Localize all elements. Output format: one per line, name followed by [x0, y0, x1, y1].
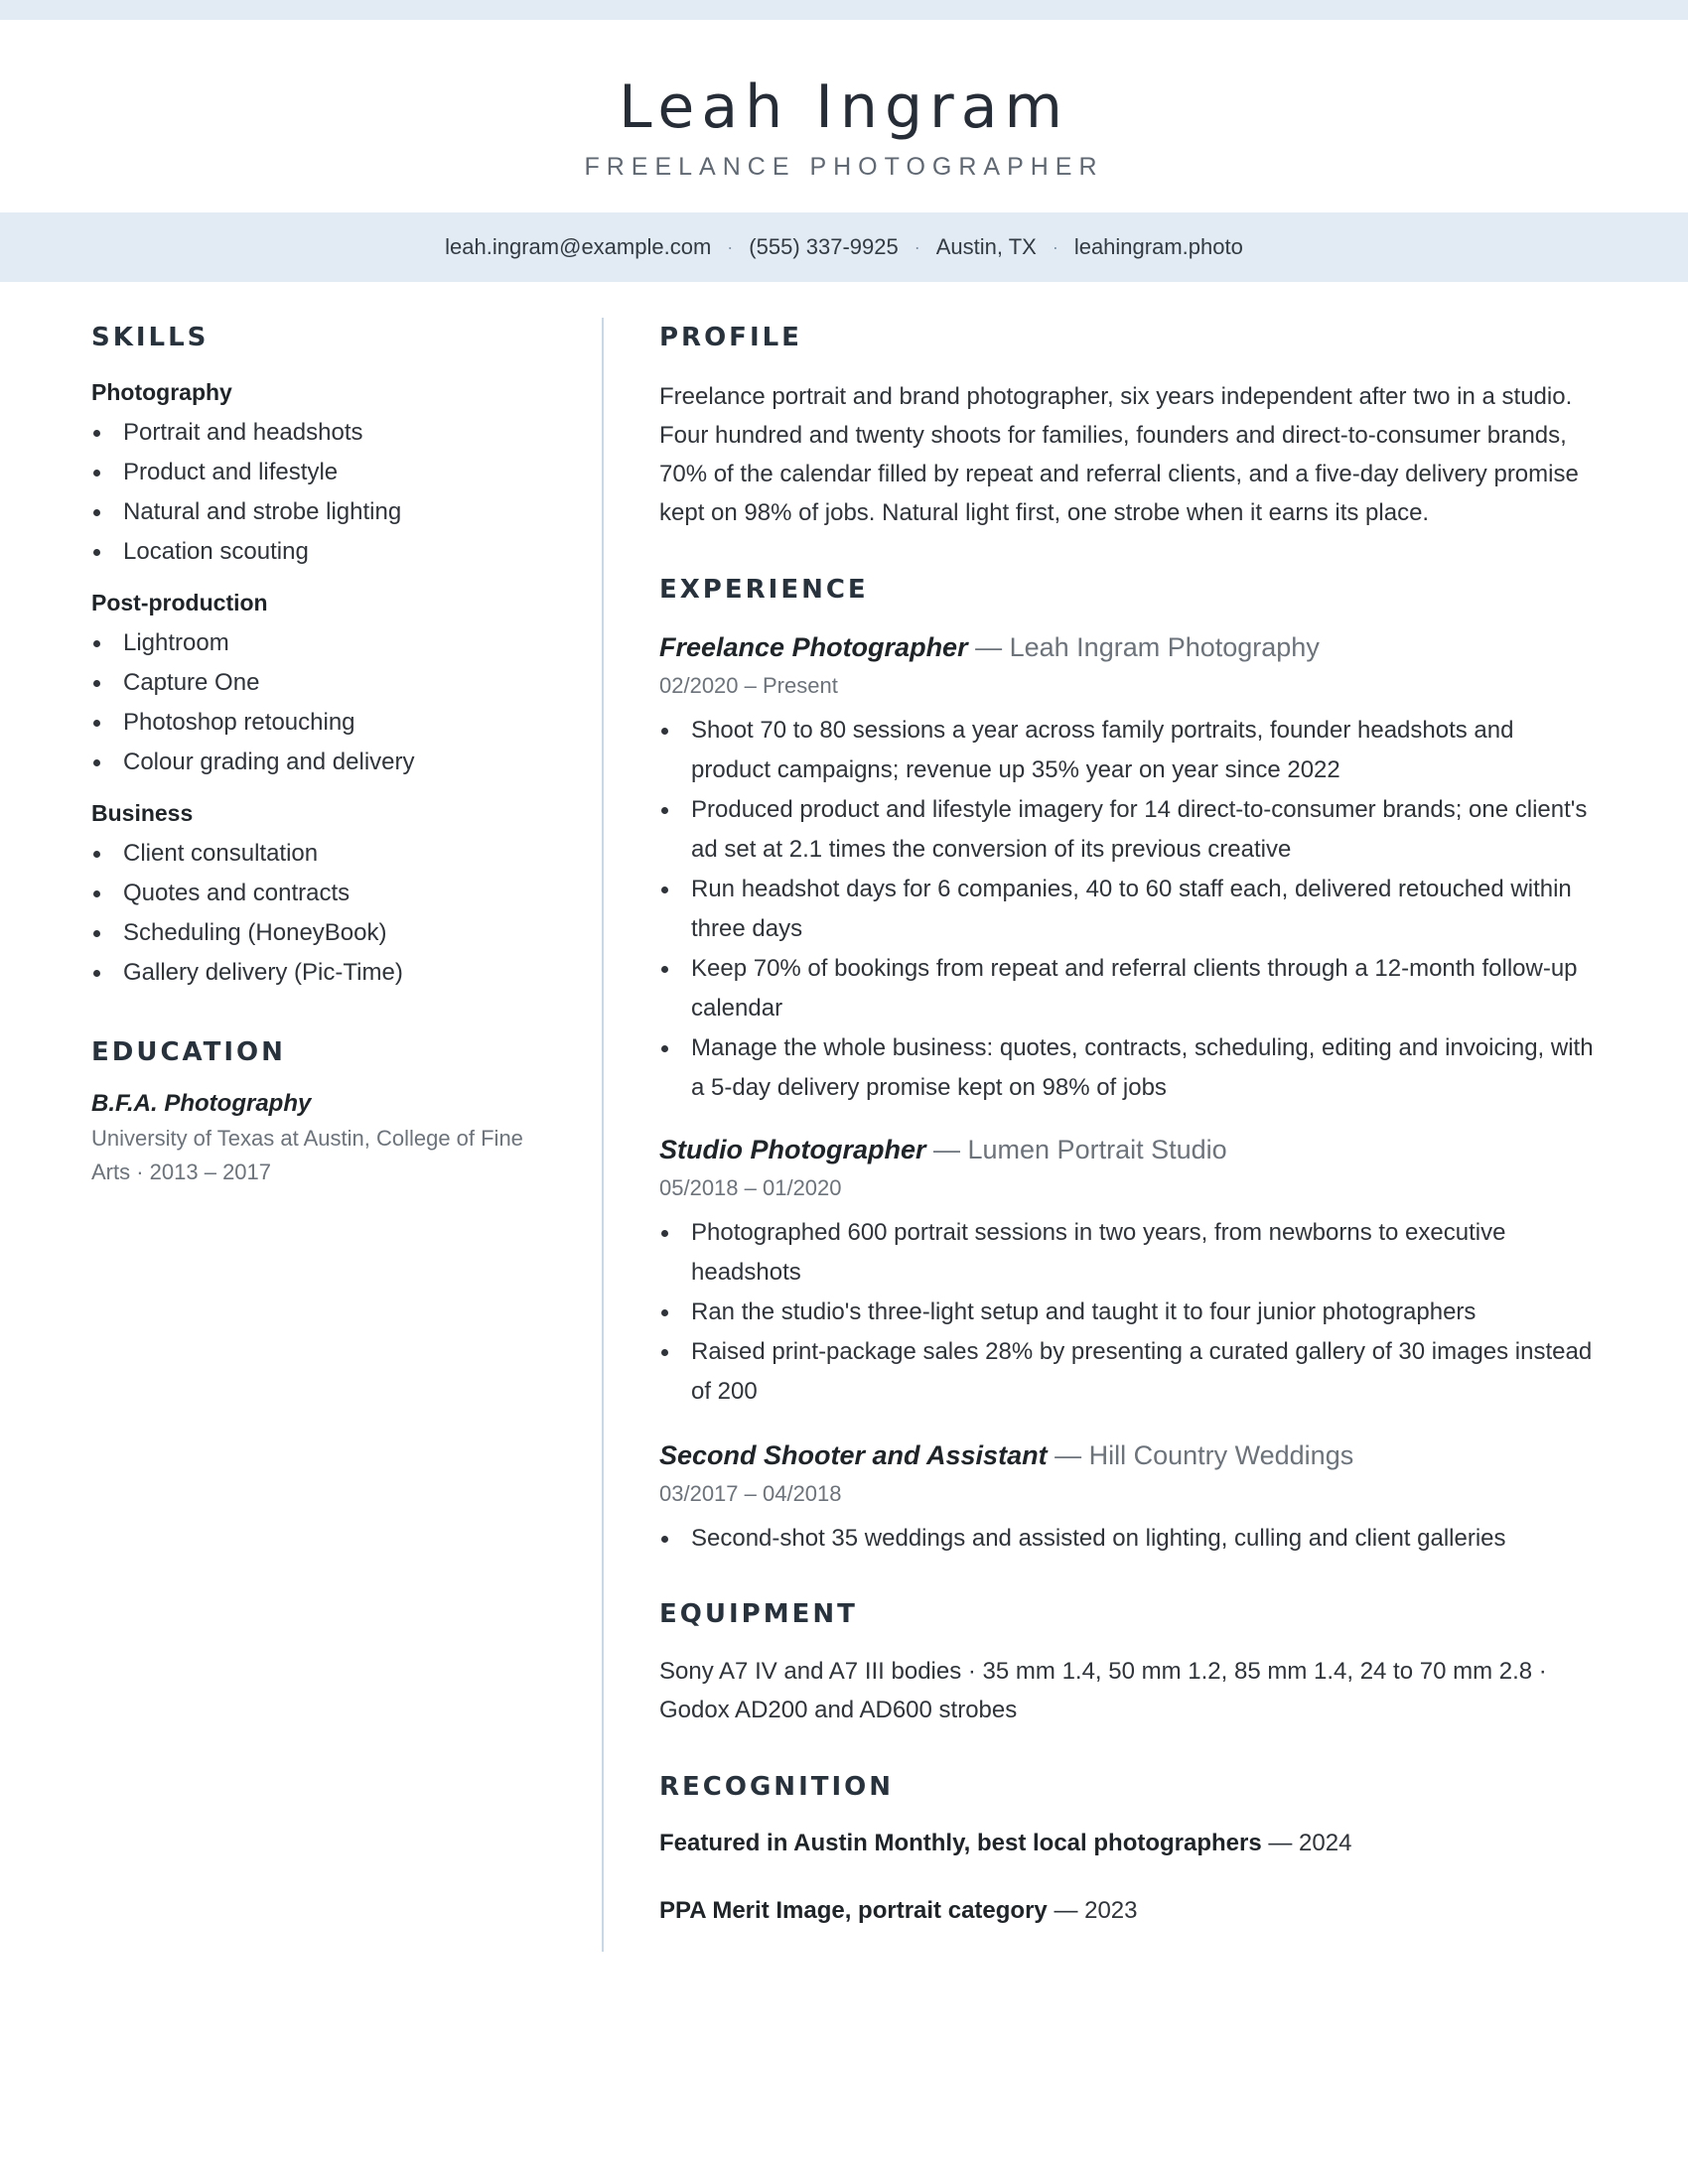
- top-accent-strip: [0, 0, 1688, 20]
- education-degree: B.F.A. Photography: [91, 1090, 312, 1117]
- profile-text: Freelance portrait and brand photographer, six years independent after two in a studio. Four hundred and twenty shoots for families, founders and direct-to-consumer brands, 70% of the calendar filled by repeat and referral clients, and a five-day delivery promise kept on 98% of jobs. Natural light first, one strobe when it earns its place.: [659, 383, 1579, 526]
- contact-separator: ·: [914, 236, 920, 257]
- contact-email[interactable]: leah.ingram@example.com: [445, 234, 712, 259]
- education-section-title: EDUCATION: [91, 1037, 286, 1067]
- job-bullet: Produced product and lifestyle imagery for 14 direct-to-consumer brands; one client's ad set at 2.1 times the conversion of its previous creative: [659, 790, 1599, 870]
- job-title: Freelance Photographer: [659, 632, 968, 662]
- job-bullet: Manage the whole business: quotes, contracts, scheduling, editing and invoicing, with a 5-day delivery promise kept on 98% of jobs: [659, 1028, 1599, 1108]
- job-title: Second Shooter and Assistant: [659, 1440, 1048, 1470]
- skill-item: Product and lifestyle: [91, 453, 568, 492]
- resume-header: [0, 20, 1688, 212]
- job-entry: [659, 1130, 1599, 1412]
- job-bullet: Run headshot days for 6 companies, 40 to 60 staff each, delivered retouched within three days: [659, 870, 1599, 949]
- skill-group-title: Business: [91, 800, 194, 826]
- contact-separator: ·: [1052, 236, 1058, 257]
- candidate-role: FREELANCE PHOTOGRAPHER: [584, 153, 1104, 181]
- job-heading: [659, 627, 1599, 667]
- recognition-name: Featured in Austin Monthly, best local photographers: [659, 1830, 1262, 1856]
- contact-bar: [0, 212, 1688, 282]
- job-company: — Leah Ingram Photography: [975, 632, 1320, 662]
- contact-separator: ·: [727, 236, 734, 257]
- job-title: Studio Photographer: [659, 1135, 926, 1164]
- skill-item: Scheduling (HoneyBook): [91, 913, 568, 953]
- skill-item: Lightroom: [91, 623, 568, 663]
- skill-group-photography: [91, 375, 568, 572]
- contact-website[interactable]: leahingram.photo: [1073, 234, 1243, 259]
- left-column: [91, 318, 568, 1189]
- skill-group-title: Photography: [91, 379, 232, 405]
- job-bullet: Second-shot 35 weddings and assisted on lighting, culling and client galleries: [659, 1519, 1599, 1559]
- skill-item: Quotes and contracts: [91, 874, 568, 913]
- job-bullet: Photographed 600 portrait sessions in two years, from newborns to executive headshots: [659, 1213, 1599, 1293]
- recognition-year: — 2024: [1268, 1830, 1352, 1856]
- job-entry: [659, 1435, 1599, 1559]
- recognition-item: [659, 1825, 1599, 1862]
- equipment-text: Sony A7 IV and A7 III bodies · 35 mm 1.4, 50 mm 1.2, 85 mm 1.4, 24 to 70 mm 2.8 · Godox AD200 and AD600 strobes: [659, 1658, 1547, 1723]
- skill-item: Capture One: [91, 663, 568, 703]
- experience-section-title: EXPERIENCE: [659, 575, 869, 605]
- skill-item: Natural and strobe lighting: [91, 492, 568, 532]
- job-dates: 03/2017 – 04/2018: [659, 1481, 842, 1506]
- job-company: — Hill Country Weddings: [1055, 1440, 1354, 1470]
- job-bullet: Keep 70% of bookings from repeat and referral clients through a 12-month follow-up calendar: [659, 949, 1599, 1028]
- skill-item: Location scouting: [91, 532, 568, 572]
- skill-group-business: [91, 796, 568, 993]
- job-dates: 05/2018 – 01/2020: [659, 1175, 842, 1200]
- recognition-year: — 2023: [1054, 1897, 1138, 1924]
- skill-item: Colour grading and delivery: [91, 743, 568, 782]
- equipment-section-title: EQUIPMENT: [659, 1599, 858, 1629]
- recognition-section-title: RECOGNITION: [659, 1772, 895, 1802]
- job-bullet: Raised print-package sales 28% by presenting a curated gallery of 30 images instead of 200: [659, 1332, 1599, 1412]
- education-detail: University of Texas at Austin, College of Fine Arts · 2013 – 2017: [91, 1126, 523, 1184]
- column-divider: [602, 318, 604, 1952]
- right-column: [659, 318, 1599, 1930]
- skills-section-title: SKILLS: [91, 323, 210, 352]
- job-heading: [659, 1130, 1599, 1169]
- job-bullet: Ran the studio's three-light setup and taught it to four junior photographers: [659, 1293, 1599, 1332]
- skill-group-title: Post-production: [91, 590, 268, 615]
- job-entry: [659, 627, 1599, 1108]
- skill-item: Portrait and headshots: [91, 413, 568, 453]
- recognition-name: PPA Merit Image, portrait category: [659, 1897, 1048, 1924]
- job-heading: [659, 1435, 1599, 1475]
- candidate-name: Leah Ingram: [619, 72, 1069, 142]
- profile-section-title: PROFILE: [659, 323, 802, 352]
- skill-item: Gallery delivery (Pic-Time): [91, 953, 568, 993]
- contact-location: Austin, TX: [935, 234, 1037, 259]
- skill-item: Photoshop retouching: [91, 703, 568, 743]
- job-dates: 02/2020 – Present: [659, 673, 838, 698]
- skill-item: Client consultation: [91, 834, 568, 874]
- recognition-item: [659, 1892, 1599, 1930]
- contact-phone[interactable]: (555) 337-9925: [749, 234, 899, 259]
- job-bullet: Shoot 70 to 80 sessions a year across family portraits, founder headshots and product campaigns; revenue up 35% year on year since 2022: [659, 711, 1599, 790]
- skill-group-post-production: [91, 586, 568, 782]
- job-company: — Lumen Portrait Studio: [933, 1135, 1227, 1164]
